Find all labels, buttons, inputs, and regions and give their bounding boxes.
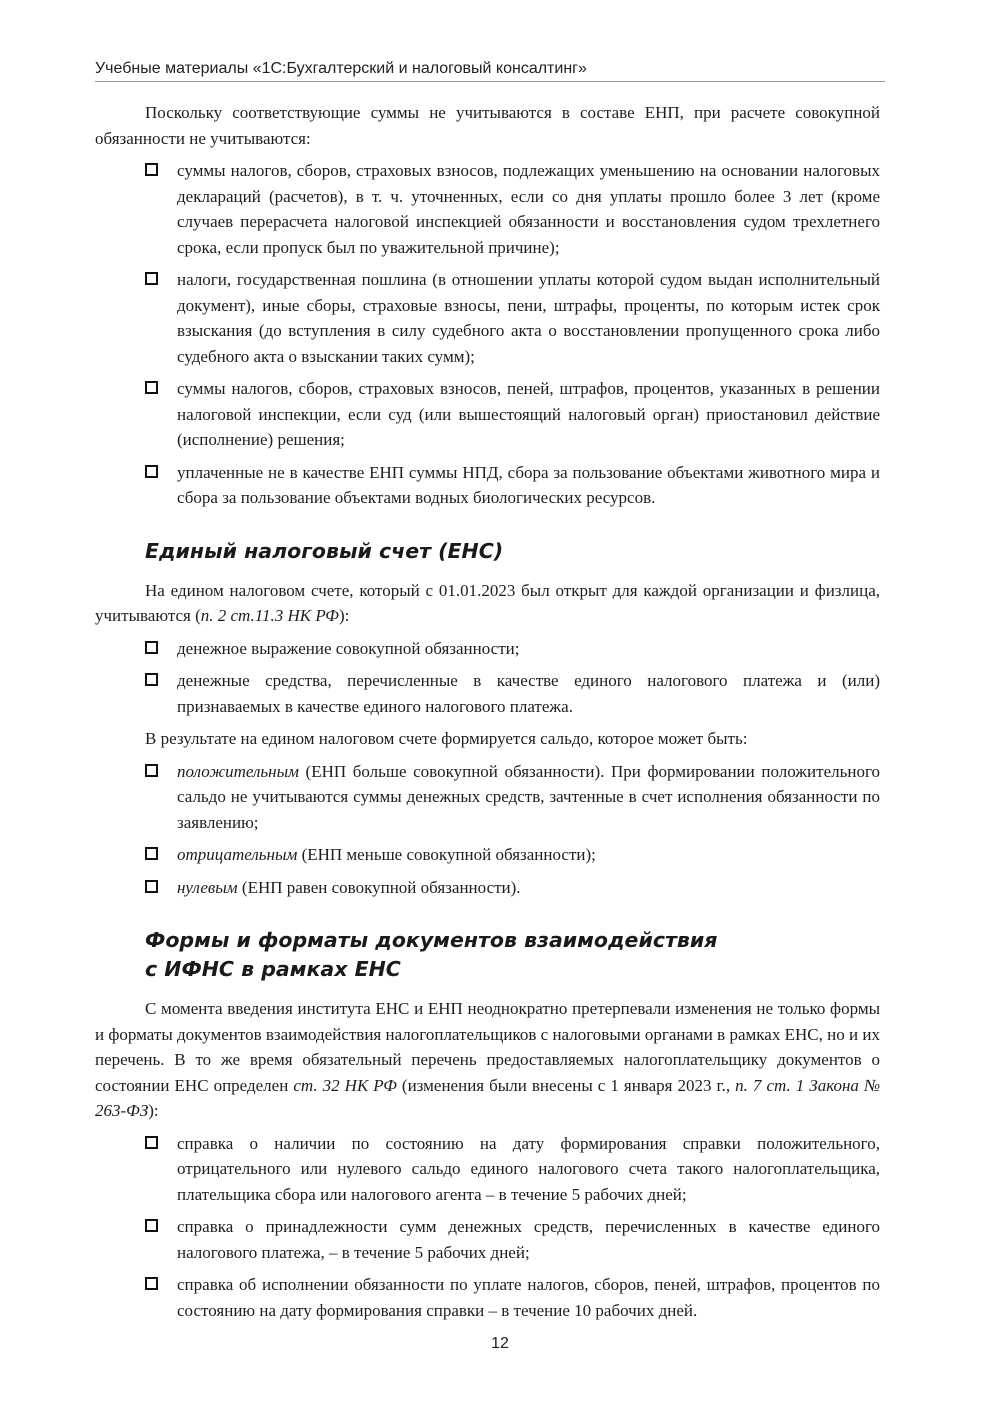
list-item xyxy=(95,875,880,901)
checkbox-bullet-icon xyxy=(145,1219,158,1232)
heading-line: Формы и форматы документов взаимодействия xyxy=(145,928,718,952)
list-item xyxy=(95,1214,880,1265)
section-heading-forms xyxy=(145,926,880,984)
forms-list xyxy=(95,1131,880,1324)
ens-list xyxy=(95,636,880,720)
page-number: 12 xyxy=(491,1335,509,1352)
checkbox-bullet-icon xyxy=(145,880,158,893)
law-reference: п. 2 ст.11.3 НК РФ xyxy=(200,606,339,625)
list-item xyxy=(95,267,880,369)
checkbox-bullet-icon xyxy=(145,1136,158,1149)
saldo-list xyxy=(95,759,880,901)
saldo-term: нулевым xyxy=(177,877,238,897)
intro-paragraph: Поскольку соответствующие суммы не учитываются в составе ЕНП, при расчете совокупной обязанности не учитываются: xyxy=(95,103,880,148)
list-item-text: налоги, государственная пошлина (в отношении уплаты которой судом выдан исполнительный документ), иные сборы, страховые взносы, пени, штрафы, проценты, по которым истек срок взыскания (до вступления в силу судебного акта о восстановлении пропущенного срока либо судебного акта о взыскании таких сумм); xyxy=(177,270,880,366)
list-item-text: (ЕНП меньше совокупной обязанности); xyxy=(297,845,596,864)
forms-paragraph-end: ): xyxy=(148,1101,159,1120)
forms-paragraph xyxy=(95,996,880,1124)
list-item xyxy=(95,759,880,836)
list-item xyxy=(95,1272,880,1323)
checkbox-bullet-icon xyxy=(145,272,158,285)
checkbox-bullet-icon xyxy=(145,673,158,686)
checkbox-bullet-icon xyxy=(145,641,158,654)
saldo-intro: В результате на едином налоговом счете формируется сальдо, которое может быть: xyxy=(145,729,748,748)
list-item-text: уплаченные не в качестве ЕНП суммы НПД, сбора за пользование объектами животного мира и сбора за пользование объектами водных биологических ресурсов. xyxy=(177,462,880,507)
saldo-term: отрицательным xyxy=(177,845,298,864)
list-item xyxy=(95,636,880,662)
running-header: Учебные материалы «1С:Бухгалтерский и налоговый консалтинг» xyxy=(95,60,885,82)
list-item-text: суммы налогов, сборов, страховых взносов, пеней, штрафов, процентов, указанных в решении налоговой инспекции, если суд (или вышестоящий налоговый орган) приостановил действие (исполнение) решения; xyxy=(177,379,880,449)
list-item-text: суммы налогов, сборов, страховых взносов, подлежащих уменьшению на основании налоговых деклараций (расчетов), в т. ч. уточненных, если со дня уплаты прошло более 3 лет (кроме случаев перерасчета налоговой инспекцией обязанности и восстановления судом трехлетнего срока, если пропуск был по уважительной причине); xyxy=(177,161,880,257)
ens-paragraph-end: ): xyxy=(338,606,350,625)
checkbox-bullet-icon xyxy=(145,847,158,860)
list-item-text: денежное выражение совокупной обязанности; xyxy=(177,638,520,658)
list-item-text: справка о принадлежности сумм денежных средств, перечисленных в качестве единого налогового платежа, – в течение 5 рабочих дней; xyxy=(177,1217,880,1262)
list-item xyxy=(95,1131,880,1208)
checkbox-bullet-icon xyxy=(145,381,158,394)
list-item xyxy=(95,842,880,868)
list-item-text: (ЕНП больше совокупной обязанности). При формировании положительного сальдо не учитываются суммы денежных средств, зачтенные в счет исполнения обязанности по заявлению; xyxy=(177,761,880,832)
list-item-text: денежные средства, перечисленные в качестве единого налогового платежа и (или) признаваемых в качестве единого налогового платежа. xyxy=(177,671,880,716)
checkbox-bullet-icon xyxy=(145,1277,158,1290)
checkbox-bullet-icon xyxy=(145,163,158,176)
saldo-term: положительным xyxy=(177,761,299,781)
checkbox-bullet-icon xyxy=(145,465,158,478)
list-item xyxy=(95,460,880,511)
list-item xyxy=(95,158,880,260)
heading-line: с ИФНС в рамках ЕНС xyxy=(145,957,401,981)
checkbox-bullet-icon xyxy=(145,764,158,777)
list-item xyxy=(95,376,880,453)
forms-paragraph-text: С момента введения института ЕНС и ЕНП неоднократно претерпевали изменения не только формы и форматы документов взаимодействия налогоплательщиков с налоговыми органами в рамках ЕНС, но и их перечень. В то же время обязательный перечень предоставляемых налогоплательщику документов о состоянии ЕНС определен xyxy=(95,999,880,1095)
section-heading-ens: Единый налоговый счет (ЕНС) xyxy=(145,538,504,563)
list-item-text: справка о наличии по состоянию на дату формирования справки положительного, отрицательного или нулевого сальдо единого налогового счета такого налогоплательщика, плательщика сбора или налогового агента – в течение 5 рабочих дней; xyxy=(177,1133,880,1204)
list-item xyxy=(95,668,880,719)
forms-paragraph-text: (изменения были внесены с 1 января 2023 г., xyxy=(396,1075,736,1095)
ens-paragraph-text: На едином налоговом счете, который с 01.01.2023 был открыт для каждой организации и физлица, учитываются ( xyxy=(95,580,880,625)
intro-list xyxy=(95,158,880,511)
list-item-text: (ЕНП равен совокупной обязанности). xyxy=(237,877,521,897)
law-reference: п. 7 ст. 1 Закона № 263-ФЗ xyxy=(95,1075,880,1120)
law-reference: ст. 32 НК РФ xyxy=(293,1075,397,1095)
page-content xyxy=(95,100,880,1330)
ens-paragraph xyxy=(95,578,880,629)
list-item-text: справка об исполнении обязанности по уплате налогов, сборов, пеней, штрафов, процентов по состоянию на дату формирования справки – в течение 10 рабочих дней. xyxy=(177,1275,880,1320)
